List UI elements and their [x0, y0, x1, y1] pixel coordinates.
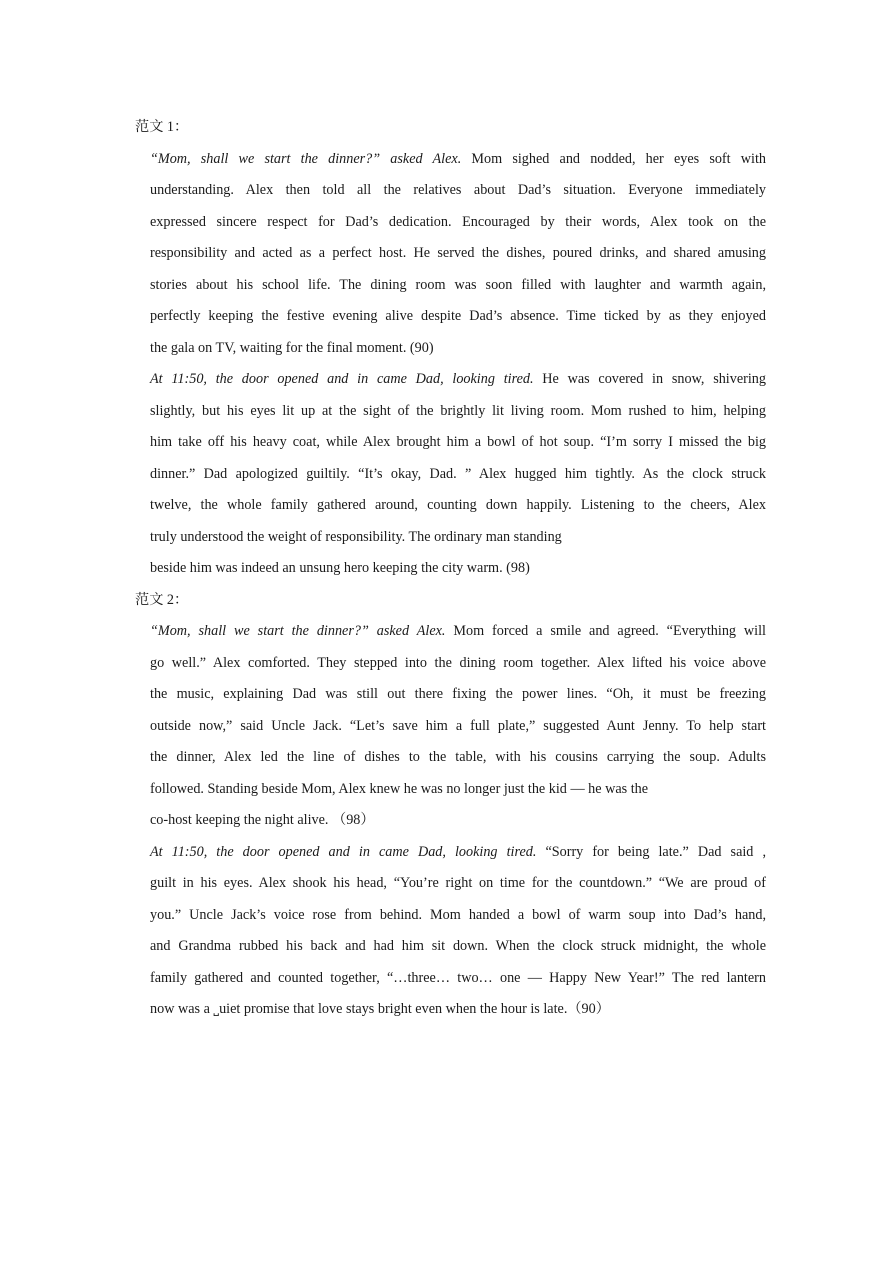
- essay1-p1-line-2: understanding. Alex then told all the relatives about Dad’s situation. Everyone immediately: [150, 182, 766, 198]
- essay1-p1-line-4: responsibility and acted as a perfect host. He served the dishes, poured drinks, and shared amusing: [150, 245, 766, 261]
- essay2-p2-line-1: [135, 837, 766, 869]
- essay2-p2-line-6: now was a ˽uiet promise that love stays bright even when the hour is late.（90）: [150, 1001, 610, 1017]
- essay2-p2-line-1-text: “Sorry for being late.” Dad said ,: [536, 843, 766, 860]
- essay1-p1-line-1-text: Mom sighed and nodded, her eyes soft with: [461, 150, 766, 167]
- essay1-p1-line-7: the gala on TV, waiting for the final moment. (90): [150, 339, 434, 356]
- essay1-p2-lead: At 11:50, the door opened and in came Dad, looking tired.: [150, 371, 534, 387]
- essay1-p2-line-1-text: He was covered in snow, shivering: [533, 371, 766, 387]
- essay1-p1-line-3: expressed sincere respect for Dad’s dedication. Encouraged by their words, Alex took on the: [150, 213, 766, 230]
- essay2-p1-line-2: go well.” Alex comforted. They stepped into the dining room together. Alex lifted his voice above: [150, 654, 766, 671]
- essay2-p2-line-4: and Grandma rubbed his back and had him sit down. When the clock struck midnight, the whole: [150, 938, 766, 954]
- essay1-paragraph-1: [135, 144, 766, 365]
- essay2-p2-lead: At 11:50, the door opened and in came Dad, looking tired.: [150, 843, 537, 860]
- essay2-p1-line-1-text: Mom forced a smile and agreed. “Everything will: [445, 623, 766, 639]
- essay2-p1-line-3: the music, explaining Dad was still out there fixing the power lines. “Oh, it must be freezing: [150, 686, 766, 702]
- essay1-p2-line-4: dinner.” Dad apologized guiltily. “It’s okay, Dad. ” Alex hugged him tightly. As the clock struck: [150, 465, 766, 482]
- essay1-p2-line-7: beside him was indeed an unsung hero keeping the city warm. (98): [150, 560, 530, 576]
- essay2-paragraph-1: [135, 616, 766, 837]
- essay1-p2-line-5: twelve, the whole family gathered around, counting down happily. Listening to the cheers, Alex: [150, 497, 766, 513]
- essay1-p2-line-2: slightly, but his eyes lit up at the sight of the brightly lit living room. Mom rushed to him, helping: [150, 402, 766, 419]
- essay2-p1-lead: “Mom, shall we start the dinner?” asked Alex.: [150, 623, 446, 639]
- essay1-p2-line-6: truly understood the weight of responsibility. The ordinary man standing: [150, 528, 562, 545]
- essay1-p1-lead: “Mom, shall we start the dinner?” asked Alex.: [150, 150, 462, 167]
- essay2-paragraph-2: [135, 837, 766, 1026]
- essay1-p1-line-6: perfectly keeping the festive evening alive despite Dad’s absence. Time ticked by as they enjoyed: [150, 308, 766, 324]
- essay1-p1-line-5: stories about his school life. The dining room was soon filled with laughter and warmth again,: [150, 276, 766, 293]
- essay1-p2-line-1: [135, 364, 766, 396]
- essay2-p1-line-1: [135, 616, 766, 648]
- essay1-p2-line-3: him take off his heavy coat, while Alex brought him a bowl of hot soup. “I’m sorry I missed the big: [150, 434, 766, 450]
- essay2-p2-line-3: you.” Uncle Jack’s voice rose from behind. Mom handed a bowl of warm soup into Dad’s hand,: [150, 906, 766, 923]
- essay1-p1-line-1: [135, 144, 766, 176]
- essay2-heading: 范文 2：: [135, 591, 189, 608]
- essay1-heading: 范文 1：: [135, 119, 189, 135]
- essay2-p1-line-5: the dinner, Alex led the line of dishes to the table, with his cousins carrying the soup. Adults: [150, 749, 766, 765]
- essay2-p2-line-2: guilt in his eyes. Alex shook his head, “You’re right on time for the countdown.” “We are proud of: [150, 875, 766, 891]
- essay2-p1-line-6: followed. Standing beside Mom, Alex knew he was no longer just the kid — he was the: [150, 780, 649, 797]
- essay2-p1-line-7: co-host keeping the night alive. （98）: [150, 812, 375, 828]
- essay1-paragraph-2: [135, 364, 766, 585]
- essay2-p1-line-4: outside now,” said Uncle Jack. “Let’s save him a full plate,” suggested Aunt Jenny. To help start: [150, 717, 766, 734]
- essay2-p2-line-5: family gathered and counted together, “…three… two… one — Happy New Year!” The red lantern: [150, 969, 766, 986]
- document-page: [135, 112, 766, 1026]
